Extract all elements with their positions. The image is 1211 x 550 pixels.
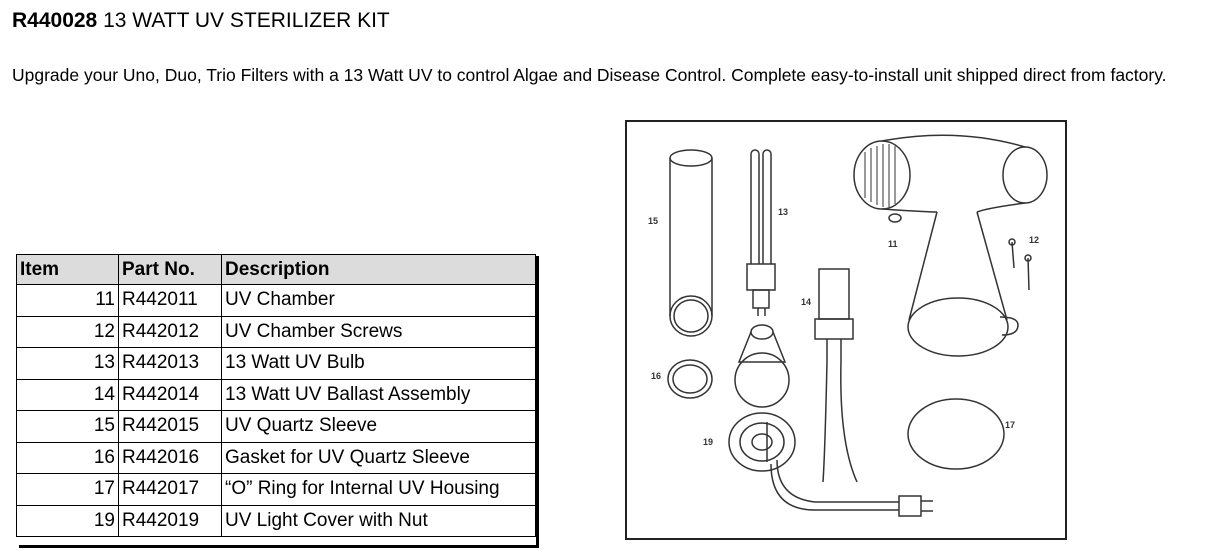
callout-14: 14 [801,297,812,307]
row-description: Gasket for UV Quartz Sleeve [222,442,536,474]
table-shadow-right [536,256,539,548]
header-part-no: Part No. [119,255,222,285]
screws-illustration [1009,239,1031,290]
header-item: Item [17,255,119,285]
table-row [17,474,536,506]
row-item: 19 [17,505,119,537]
parts-table [16,254,536,537]
header-description: Description [222,255,536,285]
row-part-no: R442017 [119,474,222,506]
row-description: 13 Watt UV Bulb [222,348,536,380]
callout-11: 11 [888,239,898,249]
light-cover-illustration [729,325,933,516]
callout-12: 12 [1029,235,1040,245]
table-row [17,316,536,348]
row-description: UV Quartz Sleeve [222,411,536,443]
row-part-no: R442019 [119,505,222,537]
table-header-row [17,255,536,285]
callout-15: 15 [648,216,659,226]
callout-13: 13 [778,207,789,217]
kit-description: Upgrade your Uno, Duo, Trio Filters with a 13 Watt UV to control Algae and Disease Control. Complete easy-to-install unit shipped direct from factory. [12,65,1167,85]
row-item: 17 [17,474,119,506]
row-item: 15 [17,411,119,443]
table-row [17,348,536,380]
row-item: 13 [17,348,119,380]
parts-diagram [625,120,1067,540]
page-title [12,9,390,33]
table-row [17,442,536,474]
ballast-illustration [815,269,857,482]
uv-chamber-illustration [854,135,1047,356]
row-description: “O” Ring for Internal UV Housing [222,474,536,506]
row-part-no: R442014 [119,379,222,411]
table-row [17,285,536,317]
kit-part-number: R440028 [12,9,98,32]
row-description: UV Light Cover with Nut [222,505,536,537]
o-ring-illustration [908,399,1004,469]
row-description: 13 Watt UV Ballast Assembly [222,379,536,411]
row-description: UV Chamber Screws [222,316,536,348]
kit-title: 13 WATT UV STERILIZER KIT [103,9,390,32]
callout-17: 17 [1005,420,1016,430]
callout-16: 16 [651,371,662,381]
quartz-sleeve-illustration [670,150,712,336]
row-description: UV Chamber [222,285,536,317]
gasket-illustration [668,360,712,398]
table-row [17,505,536,537]
row-item: 12 [17,316,119,348]
uv-bulb-illustration [747,150,775,316]
row-part-no: R442013 [119,348,222,380]
row-part-no: R442015 [119,411,222,443]
row-item: 14 [17,379,119,411]
row-part-no: R442016 [119,442,222,474]
row-item: 11 [17,285,119,317]
row-item: 16 [17,442,119,474]
table-row [17,411,536,443]
parts-diagram-drawing [627,122,1065,538]
row-part-no: R442011 [119,285,222,317]
callout-19: 19 [703,437,714,447]
table-row [17,379,536,411]
table-shadow-bottom [19,545,539,548]
row-part-no: R442012 [119,316,222,348]
